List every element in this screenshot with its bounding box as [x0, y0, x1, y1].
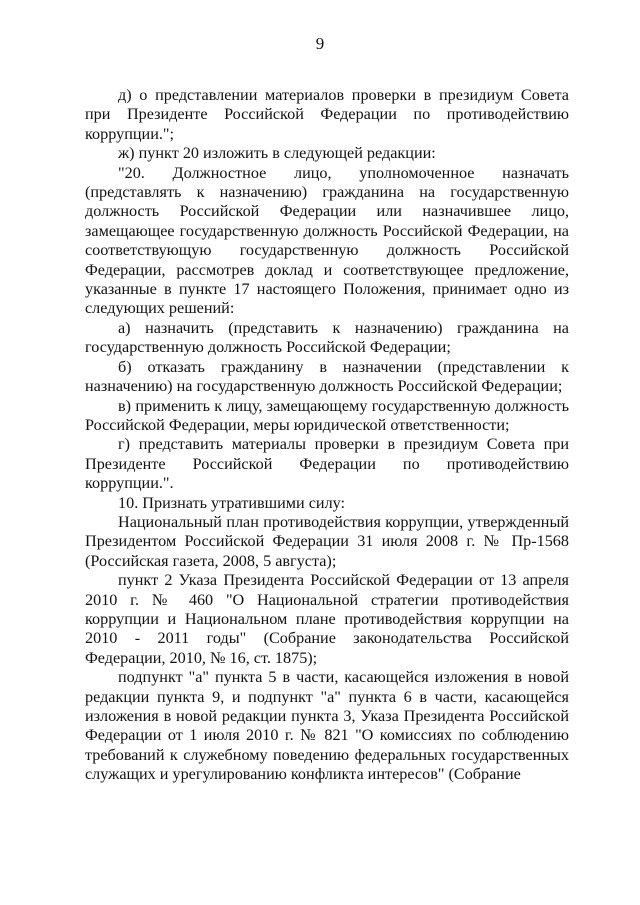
paragraph-decree-821: подпункт "а" пункта 5 в части, касающейся изложения в новой редакции пункта 9, и подпункт "а" пункта 6 в части, касающейся изложения в новой редакции пункта 3, Указа Президента Российской Федерации от 1 июля 2010 г. № 821 "О комиссиях по соблюдению требований к служебному поведению федеральных государственных служащих и урегулированию конфликта интересов" (Собрание	[85, 668, 569, 784]
paragraph-point-20: "20. Должностное лицо, уполномоченное назначать (представлять к назначению) гражданина на государственную должность Российской Федерации или назначившее лицо, замещающее государственную должность Российской Федерации, на соответствующую государственную должность Российской Федерации, рассмотрев доклад и соответствующее предложение, указанные в пункте 17 настоящего Положения, принимает одно из следующих решений:	[85, 163, 569, 318]
paragraph-item-d: д) о представлении материалов проверки в президиум Совета при Президенте Российской Федерации по противодействию коррупции.";	[85, 86, 569, 143]
paragraph-section-10: 10. Признать утратившими силу:	[118, 493, 346, 512]
paragraph-decision-g: г) представить материалы проверки в президиум Совета при Президенте Российской Федерации по противодействию коррупции.".	[85, 435, 569, 493]
paragraph-decision-b: б) отказать гражданину в назначении (представлении к назначению) на государственную должность Российской Федерации;	[85, 357, 569, 396]
page-number: 9	[315, 34, 325, 53]
paragraph-decree-460: пункт 2 Указа Президента Российской Федерации от 13 апреля 2010 г. № 460 "О Национальной стратегии противодействия коррупции и Национальном плане противодействия коррупции на 2010 - 2011 годы" (Собрание законодательства Российской Федерации, 2010, № 16, ст. 1875);	[85, 571, 569, 667]
paragraph-national-plan: Национальный план противодействия коррупции, утвержденный Президентом Российской Федерации 31 июля 2008 г. № Пр-1568 (Российская газета, 2008, 5 августа);	[85, 512, 569, 570]
paragraph-item-zh: ж) пункт 20 изложить в следующей редакции:	[118, 144, 436, 163]
paragraph-decision-a: а) назначить (представить к назначению) гражданина на государственную должность Российской Федерации;	[85, 318, 569, 357]
paragraph-decision-v: в) применить к лицу, замещающему государственную должность Российской Федерации, меры юридической ответственности;	[85, 396, 569, 434]
document-body	[85, 86, 569, 785]
